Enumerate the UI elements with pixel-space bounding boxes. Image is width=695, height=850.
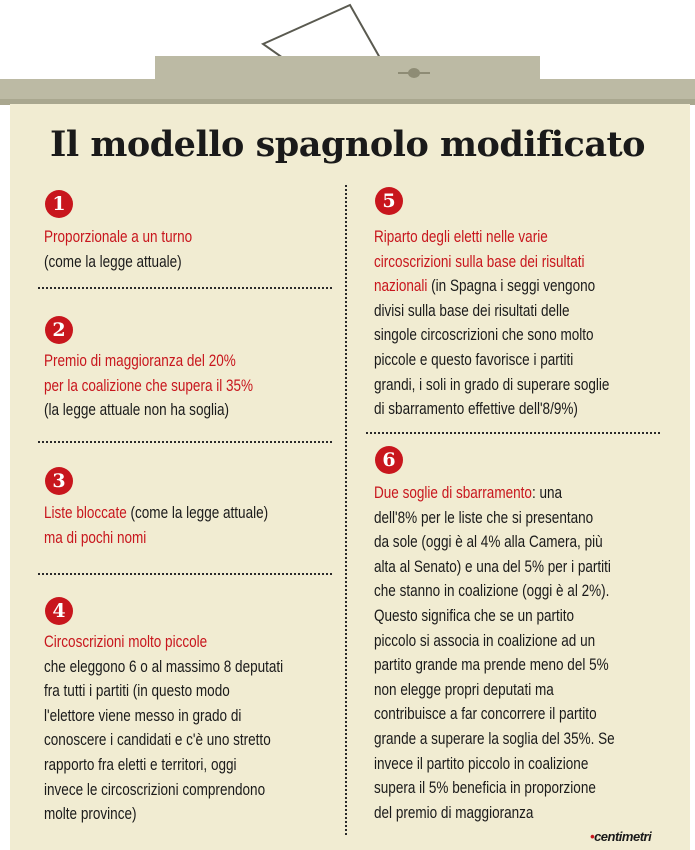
ballot-box-illustration [0, 0, 695, 110]
item-4-line: rapporto fra eletti e territori, oggi [44, 756, 237, 774]
number-badge: 1 [45, 190, 73, 218]
item-6-line: partito grande ma prende meno del 5% [374, 656, 609, 675]
item-4-line: invece le circoscrizioni comprendono [44, 780, 266, 799]
item-5-line: piccole e questo favorisce i partiti [374, 351, 574, 369]
item-1-line: Proporzionale a un turno [44, 228, 193, 246]
item-6-line: da sole (oggi è al 4% alla Camera, più [374, 533, 603, 552]
item-6-line: non elegge propri deputati ma [374, 680, 554, 699]
item-5-line: di sbarramento effettive dell'8/9%) [374, 400, 578, 419]
item-6-line: Questo significa che se un partito [374, 607, 575, 625]
item-4-line: fra tutti i partiti (in questo modo [44, 682, 230, 701]
separator [366, 432, 660, 434]
number-badge: 6 [375, 446, 403, 474]
ballot-box-lid [0, 79, 695, 99]
item-6-line: dell'8% per le liste che si presentano [374, 508, 594, 527]
separator [38, 441, 332, 443]
item-5-line: nazionali (in Spagna i seggi vengono [374, 277, 596, 296]
item-5-line: singole circoscrizioni che sono molto [374, 326, 594, 345]
item-6-line: grande a superare la soglia del 35%. Se [374, 730, 615, 748]
item-6-line: contribuisce a far concorrere il partito [374, 705, 597, 724]
page-title: Il modello spagnolo modificato [49, 124, 646, 165]
number-badge: 4 [45, 597, 73, 625]
column-divider [345, 185, 347, 835]
separator [38, 287, 332, 289]
number-badge: 2 [45, 316, 73, 344]
item-6-line: piccolo si associa in coalizione ad un [374, 631, 596, 650]
item-6-line: del premio di maggioranza [374, 803, 534, 822]
item-4-line: conoscere i candidati e c'è uno stretto [44, 731, 271, 750]
item-5-line: divisi sulla base dei risultati delle [374, 301, 570, 320]
separator [38, 573, 332, 575]
item-3-line: ma di pochi nomi [44, 528, 147, 547]
item-6-line: che stanno in coalizione (oggi è al 2%). [374, 582, 610, 601]
item-5-line: Riparto degli eletti nelle varie [374, 228, 548, 246]
item-2-line: Premio di maggioranza del 20% [44, 352, 236, 370]
item-6-line: invece il partito piccolo in coalizione [374, 754, 589, 773]
number-badge: 3 [45, 467, 73, 495]
item-6-line: alta al Senato) e una del 5% per i partiti [374, 557, 611, 576]
item-3-line: Liste bloccate (come la legge attuale) [44, 504, 269, 522]
item-6-line: supera il 5% beneficia in proporzione [374, 779, 596, 798]
item-2-line: (la legge attuale non ha soglia) [44, 401, 230, 420]
item-5-line: circoscrizioni sulla base dei risultati [374, 252, 585, 271]
item-4-line: Circoscrizioni molto piccole [44, 633, 208, 651]
item-1-line: (come la legge attuale) [44, 252, 182, 271]
item-4-line: molte province) [44, 805, 137, 824]
item-6-line: Due soglie di sbarramento: una [374, 484, 563, 502]
item-5-line: grandi, i soli in grado di superare soglie [374, 375, 610, 394]
number-badge: 5 [375, 187, 403, 215]
item-2-line: per la coalizione che supera il 35% [44, 376, 254, 395]
ballot-box-lid-top [155, 56, 540, 80]
item-4-line: l'elettore viene messo in grado di [44, 706, 242, 725]
item-4-line: che eleggono 6 o al massimo 8 deputati [44, 657, 284, 676]
publisher-logo: •centimetri [590, 829, 652, 844]
